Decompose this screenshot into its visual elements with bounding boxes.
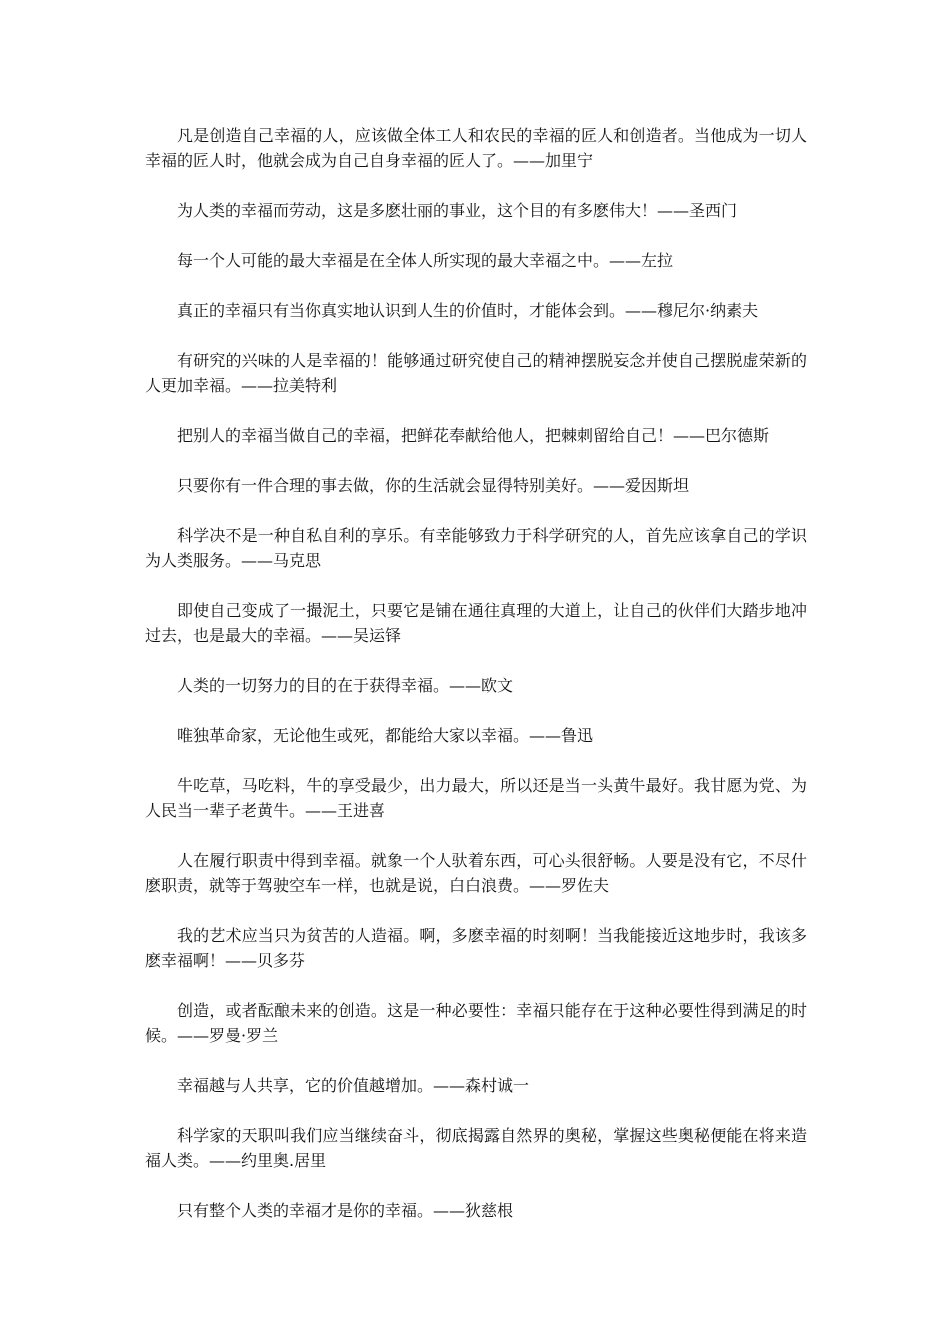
quote-paragraph-9: 即使自己变成了一撮泥土，只要它是铺在通往真理的大道上，让自己的伙伴们大踏步地冲过去，也是最大的幸福。——吴运铎	[145, 601, 807, 645]
quote-paragraph-13: 人在履行职责中得到幸福。就象一个人驮着东西，可心头很舒畅。人要是没有它，不尽什麽职责，就等于驾驶空车一样，也就是说，白白浪费。——罗佐夫	[145, 851, 807, 895]
quote-paragraph-15: 创造，或者酝酿未来的创造。这是一种必要性：幸福只能存在于这种必要性得到满足的时候。——罗曼·罗兰	[145, 1001, 807, 1045]
quote-paragraph-1: 凡是创造自己幸福的人，应该做全体工人和农民的幸福的匠人和创造者。当他成为一切人幸福的匠人时，他就会成为自己自身幸福的匠人了。——加里宁	[145, 126, 807, 170]
document-page	[145, 123, 807, 1223]
quote-paragraph-10: 人类的一切努力的目的在于获得幸福。——欧文	[177, 676, 514, 695]
quote-paragraph-11: 唯独革命家，无论他生或死，都能给大家以幸福。——鲁迅	[177, 726, 594, 745]
quote-paragraph-7: 只要你有一件合理的事去做，你的生活就会显得特别美好。——爱因斯坦	[177, 476, 690, 495]
quote-paragraph-2: 为人类的幸福而劳动，这是多麽壮丽的事业，这个目的有多麽伟大！——圣西门	[177, 201, 738, 220]
quote-paragraph-16: 幸福越与人共享，它的价值越增加。——森村诚一	[177, 1076, 530, 1095]
quote-paragraph-5: 有研究的兴味的人是幸福的！能够通过研究使自己的精神摆脱妄念并使自己摆脱虚荣新的人更加幸福。——拉美特利	[145, 351, 807, 395]
quote-paragraph-8: 科学决不是一种自私自利的享乐。有幸能够致力于科学研究的人，首先应该拿自己的学识为人类服务。——马克思	[145, 526, 807, 570]
quote-paragraph-17: 科学家的天职叫我们应当继续奋斗，彻底揭露自然界的奥秘，掌握这些奥秘便能在将来造福人类。——约里奥.居里	[145, 1126, 807, 1170]
quote-paragraph-6: 把别人的幸福当做自己的幸福，把鲜花奉献给他人，把棘刺留给自己！——巴尔德斯	[177, 426, 770, 445]
quote-paragraph-18: 只有整个人类的幸福才是你的幸福。——狄慈根	[177, 1201, 514, 1220]
quote-paragraph-12: 牛吃草，马吃料，牛的享受最少，出力最大，所以还是当一头黄牛最好。我甘愿为党、为人民当一辈子老黄牛。——王进喜	[145, 776, 807, 820]
quote-paragraph-4: 真正的幸福只有当你真实地认识到人生的价值时，才能体会到。——穆尼尔·纳素夫	[177, 301, 759, 320]
quote-paragraph-14: 我的艺术应当只为贫苦的人造福。啊，多麽幸福的时刻啊！当我能接近这地步时，我该多麽幸福啊！——贝多芬	[145, 926, 807, 970]
quote-paragraph-3: 每一个人可能的最大幸福是在全体人所实现的最大幸福之中。——左拉	[177, 251, 674, 270]
